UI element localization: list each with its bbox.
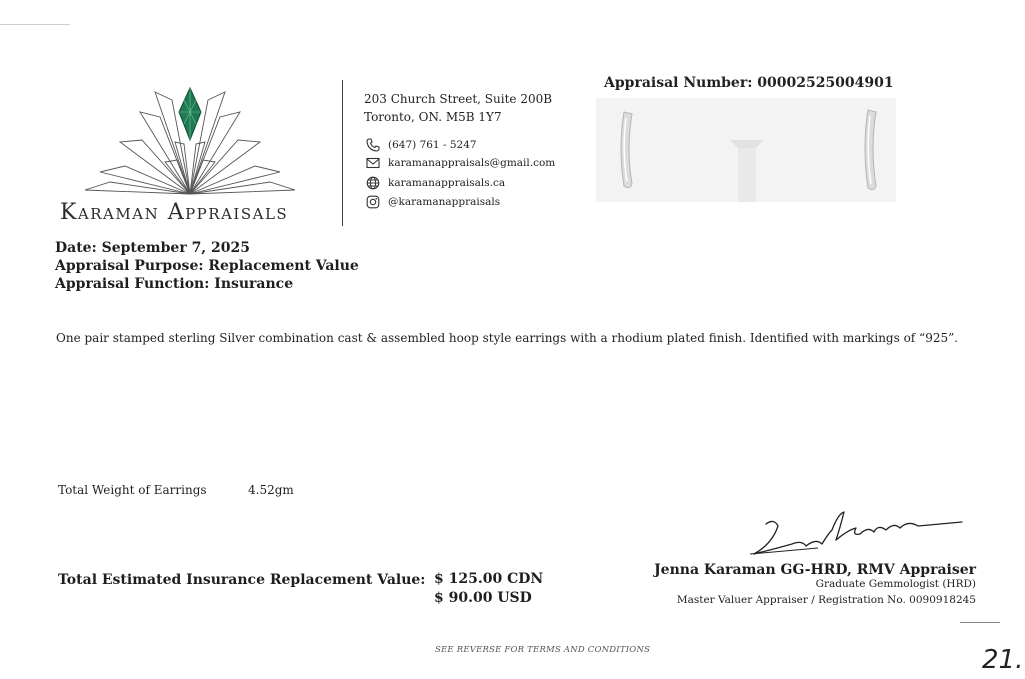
earrings-image <box>596 98 896 202</box>
terms-notice: SEE REVERSE FOR TERMS AND CONDITIONS <box>435 645 651 655</box>
value-cdn: $ 125.00 CDN <box>434 571 544 587</box>
instagram-text[interactable]: @karamanappraisals <box>388 196 501 208</box>
address-block <box>364 90 552 126</box>
globe-icon <box>366 176 380 190</box>
contact-instagram <box>366 195 500 209</box>
appraisal-function: Appraisal Function: Insurance <box>55 276 294 292</box>
footer-rule <box>960 622 1000 623</box>
appraiser-registration: Master Valuer Appraiser / Registration No. 0090918245 <box>676 594 976 606</box>
page-number: 21. <box>982 645 1024 675</box>
appraisal-number: Appraisal Number: 00002525004901 <box>604 75 894 91</box>
logo-emblem <box>80 82 300 202</box>
header-divider <box>342 80 343 226</box>
address-line1: 203 Church Street, Suite 200B <box>364 92 553 106</box>
value-usd: $ 90.00 USD <box>434 590 532 606</box>
email-text[interactable]: karamanappraisals@gmail.com <box>388 157 556 169</box>
appraiser-signature <box>748 504 968 562</box>
address-line2: Toronto, ON. M5B 1Y7 <box>364 110 502 124</box>
earrings-photo <box>596 98 896 202</box>
phone-text[interactable]: (647) 761 - 5247 <box>388 139 477 151</box>
weight-value: 4.52gm <box>248 483 294 497</box>
appraiser-name: Jenna Karaman GG-HRD, RMV Appraiser <box>654 562 976 578</box>
appraiser-credential: Graduate Gemmologist (HRD) <box>815 578 976 590</box>
weight-label: Total Weight of Earrings <box>58 483 207 497</box>
contact-website <box>366 176 505 190</box>
contact-phone <box>366 138 477 152</box>
email-icon <box>366 157 380 169</box>
website-text[interactable]: karamanappraisals.ca <box>388 177 506 189</box>
contact-email <box>366 157 555 169</box>
scan-mark <box>0 24 70 25</box>
phone-icon <box>366 138 380 152</box>
replacement-value-label: Total Estimated Insurance Replacement Value: <box>58 572 426 588</box>
item-description: One pair stamped sterling Silver combination cast & assembled hoop style earrings with a rhodium plated finish. Identified with markings of “925”. <box>56 331 959 345</box>
appraisal-purpose: Appraisal Purpose: Replacement Value <box>55 258 359 274</box>
appraisal-date: Date: September 7, 2025 <box>55 240 251 256</box>
instagram-icon <box>366 195 380 209</box>
brand-name: Karaman Appraisals <box>60 200 289 225</box>
